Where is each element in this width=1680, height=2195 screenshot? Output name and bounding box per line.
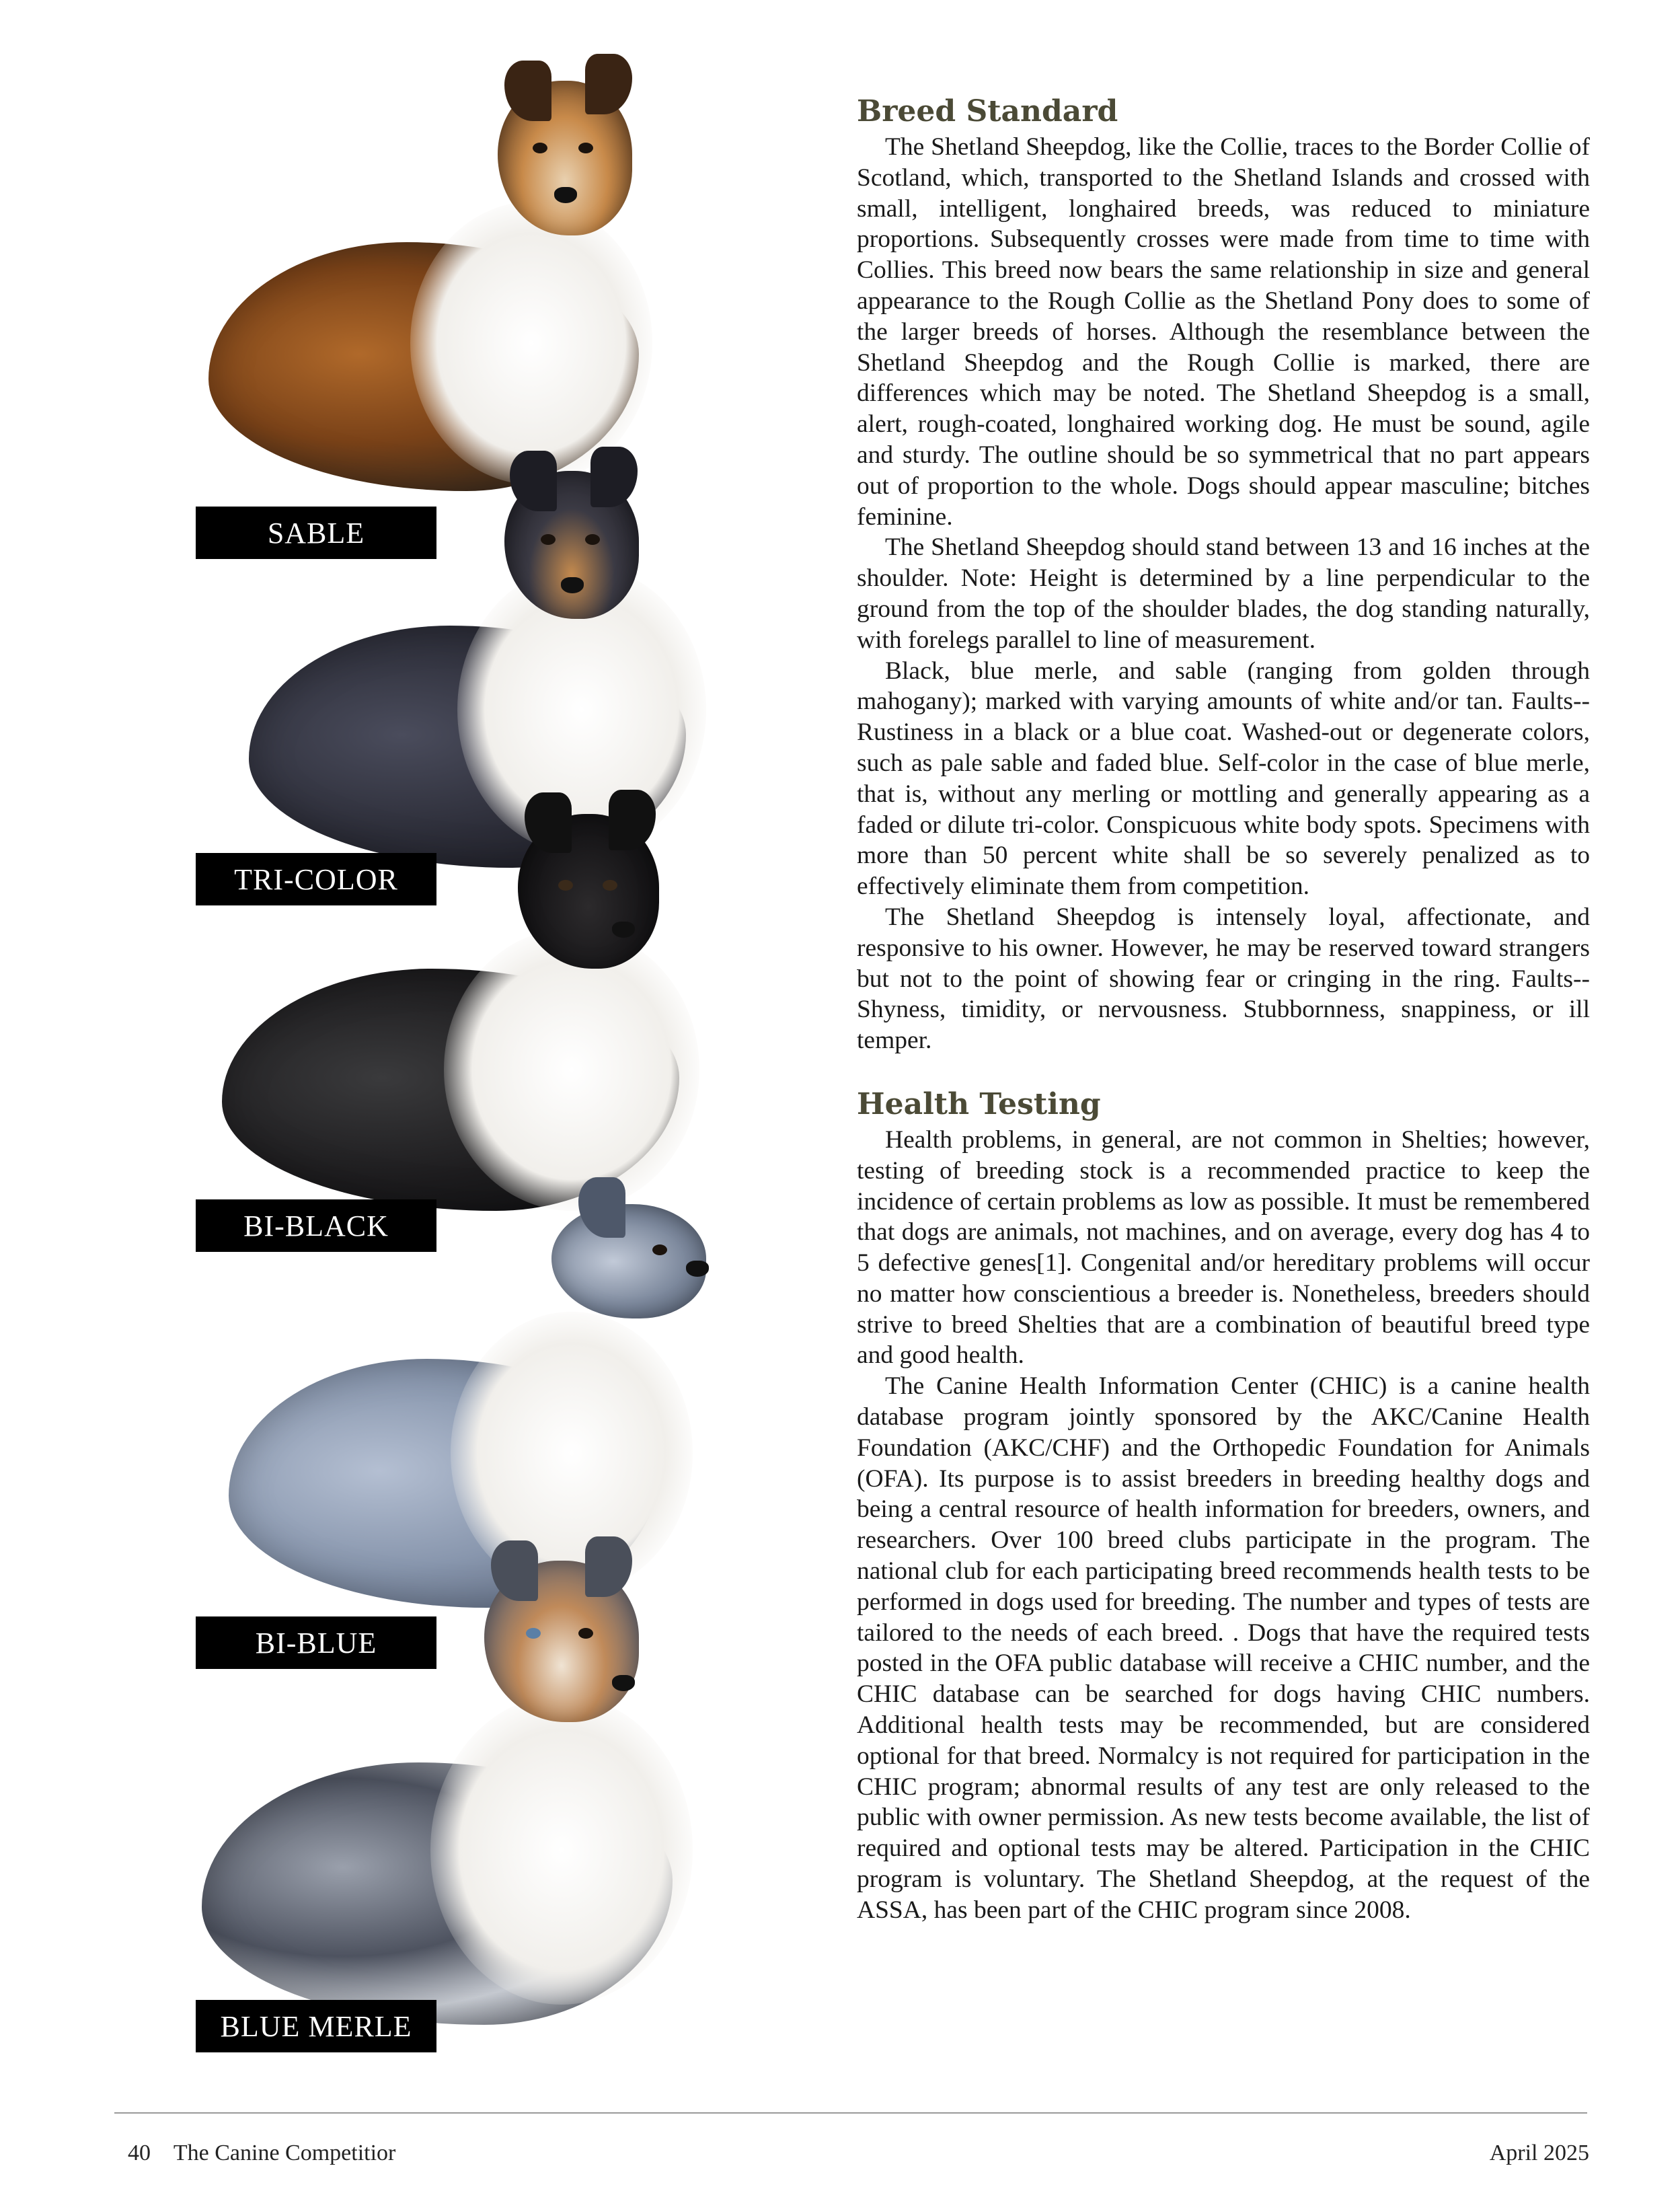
breed-standard-paragraph: The Shetland Sheepdog should stand between 13 and 16 inches at the shoulder. Note: Height is determined by a line perpendicular to the ground from the top of the shoulder blades, the dog standing naturally, with forelegs parallel to line of measurement. <box>857 533 1590 654</box>
biblack-sheltie-photo <box>222 969 679 1211</box>
health-testing-heading: Health Testing <box>857 1086 1101 1121</box>
health-testing-paragraph: Health problems, in general, are not common in Shelties; however, testing of breeding stock is a recommended practice to keep the incidence of certain problems as low as possible. It must be remembered that dogs are animals, not machines, and on average, every dog has 4 to 5 defective genes[1]. Congenital and/or hereditary problems will occur no matter how conscientious a breeder is. Nonetheless, breeders should strive to breed Shelties that are a combination of beautiful breed type and good health. <box>857 1125 1590 1370</box>
health-testing-paragraph: The Canine Health Information Center (CHIC) is a canine health database program jointly sponsored by the AKC/Canine Health Foundation (AKC/CHF) and the Orthopedic Foundation for Animals (OFA). Its purpose is to assist breeders in breeding healthy dogs and being a central resource of health information for breeders, owners, and researchers. Over 100 breed clubs participate in the program. The national club for each participating breed recommends health tests to be performed in dogs used for breeding. The number and types of tests are tailored to the needs of each breed. . Dogs that have the required tests posted in the OFA public database will receive a CHIC number, and the CHIC database can be searched for dogs having CHIC numbers. Additional health tests may be recommended, but are considered optional for that breed. Normalcy is not required for participation in the CHIC program; abnormal results of any test are only released to the public with owner permission. As new tests become available, the list of required and optional tests may be altered. Participation in the CHIC program is voluntary. The Shetland Sheepdog, at the request of the ASSA, has been part of the CHIC program since 2008. <box>857 1372 1590 1924</box>
article-text <box>857 94 1590 1926</box>
page-number: 40 <box>128 2141 151 2165</box>
bluemerle-sheltie-photo <box>202 1762 673 2025</box>
breed-standard-heading: Breed Standard <box>857 94 1118 128</box>
footer-divider <box>114 2112 1587 2114</box>
label-bi-black: BI-BLACK <box>196 1199 436 1252</box>
breed-standard-paragraph: The Shetland Sheepdog is intensely loyal, affectionate, and responsive to his owner. However, he may be reserved toward strangers but not to the point of showing fear or cringing in the ring. Faults-- Shyness, timidity, or nervousness. Stubbornness, snappiness, or ill temper. <box>857 903 1590 1055</box>
issue-date: April 2025 <box>1489 2141 1589 2165</box>
breed-standard-paragraph: The Shetland Sheepdog, like the Collie, traces to the Border Collie of Scotland, which, transported to the Shetland Islands and crossed with small, intelligent, longhaired breeds, was reduced to miniature proportions. Subsequently crosses were made from time to time with Collies. This breed now bears the same relationship in size and general appearance to the Rough Collie as the Shetland Pony does to some of the larger breeds of horses. Although the resemblance between the Shetland Sheepdog and the Rough Collie is marked, there are differences which may be noted. The Shetland Sheepdog is a small, alert, rough-coated, longhaired working dog. He must be sound, agile and sturdy. The outline should be so symmetrical that no part appears out of proportion to the whole. Dogs should appear masculine; bitches feminine. <box>857 133 1590 531</box>
label-blue-merle: BLUE MERLE <box>196 2000 436 2052</box>
dog-photo-column <box>0 0 807 2085</box>
breed-standard-paragraph: Black, blue merle, and sable (ranging from golden through mahogany); marked with varying amounts of white and/or tan. Faults-- Rustiness in a black or a blue coat. Washed-out or degenerate colors, such as pale sable and faded blue. Self-color in the case of blue merle, that is, without any merling or mottling and generally appearing as a faded or dilute tri-color. Conspicuous white body spots. Specimens with more than 50 percent white shall be so severely penalized as to effectively eliminate them from competition. <box>857 657 1590 901</box>
sable-sheltie-photo <box>208 242 639 491</box>
label-bi-blue: BI-BLUE <box>196 1616 436 1669</box>
label-sable: SABLE <box>196 507 436 559</box>
label-tri-color: TRI-COLOR <box>196 853 436 905</box>
footer-left <box>128 2141 395 2166</box>
publication-name: The Canine Competitior <box>173 2141 396 2165</box>
